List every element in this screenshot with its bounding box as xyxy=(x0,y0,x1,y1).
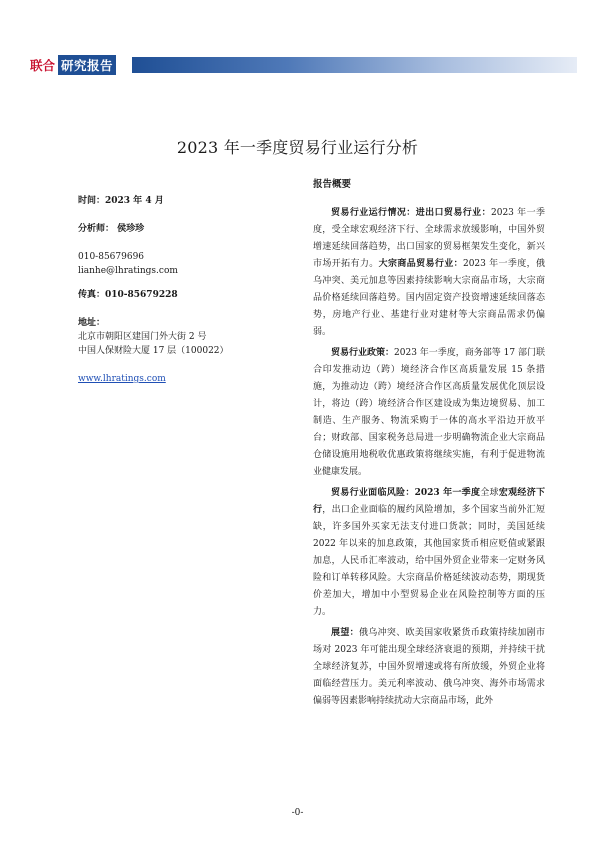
report-date: 时间：2023 年 4 月 xyxy=(78,196,164,206)
summary-p4-text: 俄乌冲突、欧美国家收紧货币政策持续加剧市场对 2023 年可能出现全球经济衰退的预期，并持续干扰全球经济复苏，中国外贸增速或将有所放缓，外贸企业将面临经营压力。美元利率波动、俄乌冲突、海外市场需求偏弱等因素影响持续扰动大宗商品市场，此外 xyxy=(313,628,545,706)
contact-info-column xyxy=(78,194,268,386)
address-line-1: 北京市朝阳区建国门外大街 2 号 xyxy=(78,332,207,342)
website-link[interactable]: www.lhratings.com xyxy=(78,374,166,384)
summary-p3-bold: 贸易行业面临风险：2023 年一季度 xyxy=(331,488,481,498)
summary-p1-text: 2023 年一季度，受全球宏观经济下行、全球需求放缓影响，中国外贸增速延续回落趋势，出口国家的贸易框架发生变化，新兴市场开拓有力。 xyxy=(313,208,545,269)
page-number: -0- xyxy=(291,808,304,818)
summary-p3-text: 全球 xyxy=(480,488,499,498)
brand-logo-red-text: 联合 xyxy=(30,58,56,73)
summary-paragraph-outlook xyxy=(313,625,545,710)
header-gradient-strip xyxy=(132,57,577,73)
address-line-2: 中国人保财险大厦 17 层（100022） xyxy=(78,346,229,356)
email-address: lianhe@lhratings.com xyxy=(78,266,178,276)
summary-heading: 报告概要 xyxy=(313,179,352,190)
summary-p4-bold: 展望： xyxy=(331,628,359,638)
summary-paragraph-operations xyxy=(313,205,545,341)
brand-logo-blue-text: 研究报告 xyxy=(58,55,116,75)
report-header-bar xyxy=(0,54,595,76)
phone-number: 010-85679696 xyxy=(78,252,145,262)
summary-p1-bold-2: 大宗商品贸易行业： xyxy=(378,259,463,269)
summary-paragraph-risks xyxy=(313,485,545,621)
analyst-name: 分析师： 侯珍珍 xyxy=(78,224,145,234)
summary-p2-text: 2023 年一季度，商务部等 17 部门联合印发推动边（跨）境经济合作区高质量发展 15 条措施，为推动边（跨）境经济合作区高质量发展优化顶层设计，将边（跨）境经济合作区建设成为集边境贸易、加工制造、生产服务、物流采购于一体的高水平沿边开放平台；财政部、国家税务总局进一步明确物流企业大宗商品仓储设施用地税收优惠政策将继续实施，有利于促进物流业健康发展。 xyxy=(313,348,545,477)
summary-p3-bold-2: 宏观经济下行 xyxy=(313,488,545,515)
fax-number: 传真：010-85679228 xyxy=(78,290,178,300)
page-title: 2023 年一季度贸易行业运行分析 xyxy=(176,138,419,157)
summary-p1-bold: 贸易行业运行情况：进出口贸易行业： xyxy=(331,208,491,218)
summary-p1-text-2: 2023 年一季度，俄乌冲突、美元加息等因素持续影响大宗商品市场，大宗商品价格延续回落趋势。国内固定资产投资增速延续回落态势，房地产行业、基建行业对建材等大宗商品需求仍偏弱。 xyxy=(313,259,545,337)
summary-p3-text-2: ，出口企业面临的履约风险增加，多个国家当前外汇短缺，许多国外买家无法支付进口货款；同时，美国延续 2022 年以来的加息政策，其他国家货币相应贬值或紧跟加息，人民币汇率波动，给中国外贸企业带来一定财务风险和订单转移风险。大宗商品价格延续波动态势，期现货价差加大，增加中小型贸易企业在风险控制等方面的压力。 xyxy=(313,505,545,617)
summary-p2-bold: 贸易行业政策： xyxy=(331,348,395,358)
address-label: 地址： xyxy=(78,318,106,328)
summary-paragraph-policy xyxy=(313,345,545,481)
brand-logo xyxy=(30,54,130,76)
report-summary-column xyxy=(313,176,545,714)
